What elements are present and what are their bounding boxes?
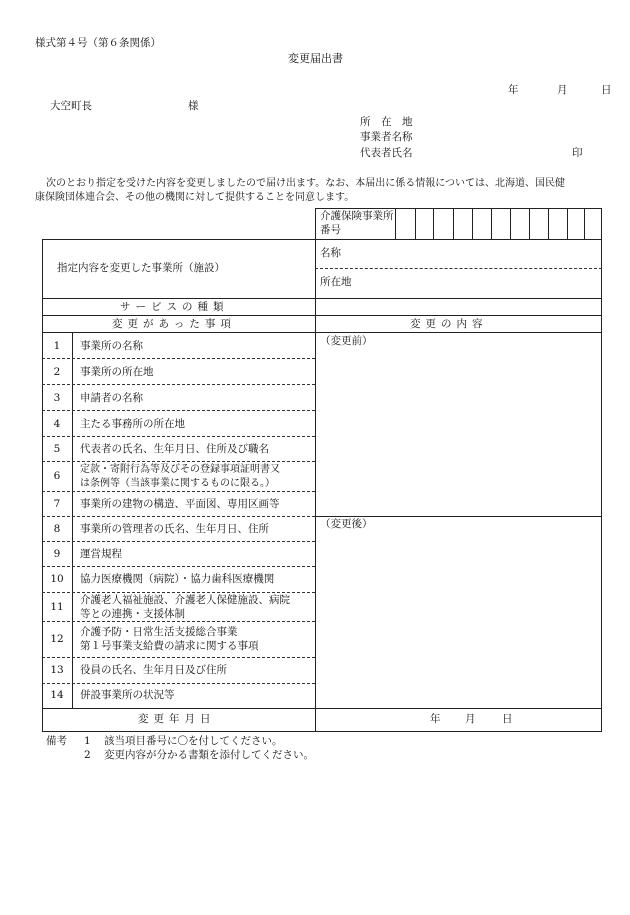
addressee-honorific: 様 xyxy=(188,100,199,112)
change-date-year: 年 xyxy=(430,713,441,725)
item-number: 6 xyxy=(53,470,61,482)
date-year-label: 年 xyxy=(508,84,519,96)
consent-text-line2: 康保険団体連合会、その他の機関に対して提供することを同意します。 xyxy=(35,192,355,203)
item-text: 事業所の名称 xyxy=(80,340,143,352)
after-change-label: （変更後） xyxy=(320,518,373,530)
change-notification-form xyxy=(42,208,602,732)
changed-items-header: 変更があった事項 xyxy=(112,318,236,330)
item-number: 4 xyxy=(53,418,61,430)
item-text: 主たる事務所の所在地 xyxy=(80,418,185,430)
item-number: 13 xyxy=(50,664,64,676)
item-text: 併設事業所の状況等 xyxy=(80,689,175,701)
item-number: 9 xyxy=(53,548,61,560)
notes-label: 備考 xyxy=(46,735,67,747)
item-text: 運営規程 xyxy=(80,548,122,560)
facility-name-label: 名称 xyxy=(320,247,341,259)
seal-mark: 印 xyxy=(572,147,583,159)
item-text: 申請者の名称 xyxy=(80,392,143,404)
addressee: 大空町長 xyxy=(50,100,92,112)
item-text: 介護老人福祉施設、介護老人保健施設、病院 xyxy=(80,594,290,606)
provider-number-label-2: 番号 xyxy=(320,224,341,236)
note-number: 1 xyxy=(84,735,91,747)
item-number: 12 xyxy=(50,633,64,645)
note-number: 2 xyxy=(84,749,91,761)
facility-location-label: 所在地 xyxy=(320,276,352,288)
change-content-header: 変更の内容 xyxy=(410,318,488,330)
change-date-month: 月 xyxy=(465,713,476,725)
applicant-rep-label: 代表者氏名 xyxy=(360,147,413,159)
date-day-label: 日 xyxy=(601,84,612,96)
facility-label: 指定内容を変更した事業所（施設） xyxy=(57,262,225,274)
page-title: 変更届出書 xyxy=(288,52,343,65)
item-number: 8 xyxy=(53,523,61,535)
note-text: 変更内容が分かる書類を添付してください。 xyxy=(104,749,314,761)
item-text-line2: 第１号事業支給費の請求に関する事項 xyxy=(80,640,259,652)
item-text-line2: は条例等（当該事業に関するものに限る。） xyxy=(80,478,275,489)
item-text-line2: 等との連携・支援体制 xyxy=(80,608,185,620)
before-change-label: （変更前） xyxy=(320,335,373,347)
item-number: 11 xyxy=(50,601,64,613)
item-text: 協力医療機関（病院）・協力歯科医療機関 xyxy=(80,573,275,585)
item-number: 10 xyxy=(50,573,64,585)
note-text: 該当項目番号に〇を付してください。 xyxy=(104,735,283,747)
item-number: 2 xyxy=(53,366,61,378)
item-text: 介護予防・日常生活支援総合事業 xyxy=(80,626,238,638)
date-month-label: 月 xyxy=(557,84,568,96)
item-text: 事業所の所在地 xyxy=(80,366,154,378)
item-text: 事業所の建物の構造、平面図、専用区画等 xyxy=(80,498,280,510)
item-text: 代表者の氏名、生年月日、住所及び職名 xyxy=(80,443,269,455)
change-date-day: 日 xyxy=(502,713,513,725)
item-text: 定款・寄附行為等及びその登録事項証明書又 xyxy=(80,464,280,475)
consent-text-line1: 次のとおり指定を受けた内容を変更しましたので届け出ます。なお、本届出に係る情報については、北海道、国民健 xyxy=(46,178,565,189)
item-text: 事業所の管理者の氏名、生年月日、住所 xyxy=(80,523,269,535)
item-number: 1 xyxy=(53,340,61,352)
item-number: 14 xyxy=(50,689,64,701)
item-number: 7 xyxy=(53,498,61,510)
item-text: 役員の氏名、生年月日及び住所 xyxy=(80,664,227,676)
form-number: 様式第４号（第６条関係） xyxy=(35,37,161,49)
service-type-label: サービスの種類 xyxy=(120,301,229,313)
item-number: 5 xyxy=(53,443,61,455)
applicant-location-label: 所 在 地 xyxy=(360,116,413,128)
applicant-name-label: 事業者名称 xyxy=(360,131,413,143)
provider-number-label-1: 介護保険事業所 xyxy=(320,210,394,222)
change-date-label: 変更年月日 xyxy=(138,713,216,725)
item-number: 3 xyxy=(53,392,61,404)
